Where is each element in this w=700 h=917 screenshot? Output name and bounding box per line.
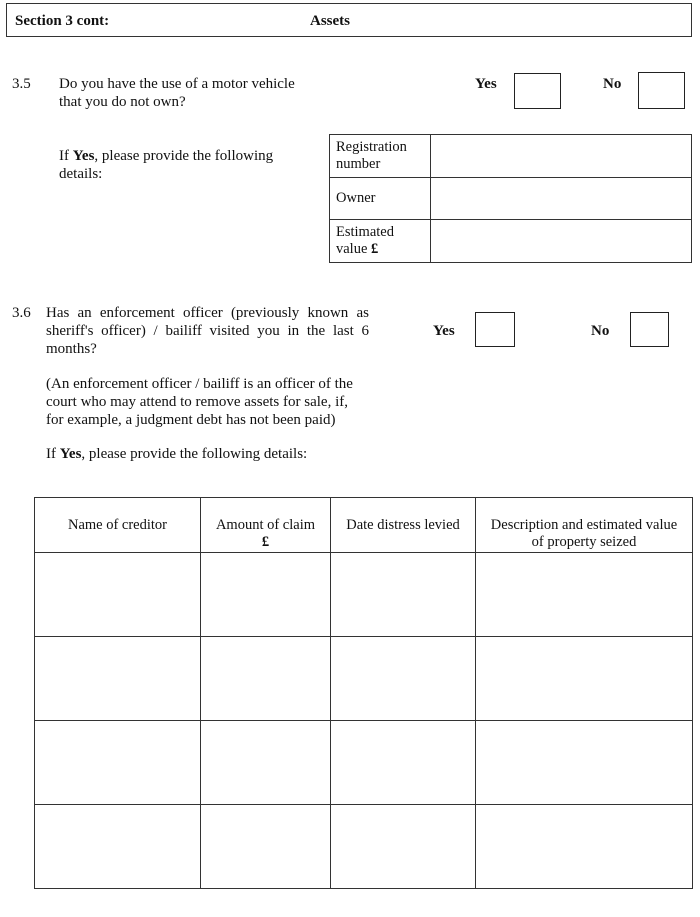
- property-seized-table: [34, 497, 693, 889]
- section-label: Section 3 cont:: [15, 13, 110, 29]
- owner-field[interactable]: [431, 178, 692, 220]
- no-label-3-5: No: [603, 76, 622, 92]
- yes-checkbox-3-6[interactable]: [475, 312, 515, 347]
- section-title: Assets: [310, 13, 350, 29]
- question-3-5-text: [59, 75, 339, 111]
- question-number-3-5: 3.5: [12, 76, 31, 92]
- creditor-cell[interactable]: [35, 805, 201, 889]
- date-cell[interactable]: [331, 553, 476, 637]
- table-row: [330, 178, 692, 220]
- question-number-3-6: 3.6: [12, 305, 31, 321]
- date-cell[interactable]: [331, 721, 476, 805]
- col-description-property: Description and estimated value of property seized: [476, 498, 693, 553]
- creditor-cell[interactable]: [35, 637, 201, 721]
- registration-number-field[interactable]: [431, 135, 692, 178]
- table-header-row: [35, 498, 693, 553]
- ifyes-prefix: If: [59, 148, 73, 164]
- ifyes-line2: details:: [59, 166, 103, 182]
- note-line1: (An enforcement officer / bailiff is an officer of the: [46, 376, 353, 392]
- col-name-of-creditor: Name of creditor: [35, 498, 201, 553]
- table-row: [35, 637, 693, 721]
- table-row: [35, 805, 693, 889]
- description-cell[interactable]: [476, 553, 693, 637]
- table-row: [35, 553, 693, 637]
- table-row: [35, 721, 693, 805]
- note-line2: court who may attend to remove assets for sale, if,: [46, 394, 348, 410]
- question-3-6-line2: sheriff's officer) / bailiff visited you in the last 6: [46, 323, 369, 339]
- description-cell[interactable]: [476, 721, 693, 805]
- no-checkbox-3-5[interactable]: [638, 72, 685, 109]
- yes-label-3-6: Yes: [433, 323, 455, 339]
- description-cell[interactable]: [476, 805, 693, 889]
- table-row: [330, 135, 692, 178]
- estimated-value-label: Estimated value £: [330, 220, 431, 263]
- amount-cell[interactable]: [201, 721, 331, 805]
- description-cell[interactable]: [476, 637, 693, 721]
- ifyes-rest: , please provide the following: [94, 148, 274, 164]
- vehicle-details-table: [329, 134, 692, 263]
- amount-cell[interactable]: [201, 805, 331, 889]
- col-date-distress-levied: Date distress levied: [331, 498, 476, 553]
- owner-label: Owner: [330, 178, 431, 220]
- creditor-cell[interactable]: [35, 553, 201, 637]
- no-checkbox-3-6[interactable]: [630, 312, 669, 347]
- bailiff-note: [46, 375, 376, 429]
- question-3-6-line3: months?: [46, 341, 97, 357]
- no-label-3-6: No: [591, 323, 610, 339]
- ifyes-3-6: If Yes, please provide the following details:: [46, 446, 308, 462]
- date-cell[interactable]: [331, 637, 476, 721]
- table-row: [330, 220, 692, 263]
- col-amount-of-claim: Amount of claim £: [201, 498, 331, 553]
- amount-cell[interactable]: [201, 637, 331, 721]
- ifyes-bold: Yes: [72, 148, 95, 164]
- question-3-5-line2: that you do not own?: [59, 94, 186, 110]
- amount-cell[interactable]: [201, 553, 331, 637]
- note-line3: for example, a judgment debt has not been paid): [46, 412, 336, 428]
- date-cell[interactable]: [331, 805, 476, 889]
- section-header: [6, 3, 692, 37]
- question-3-6-text: [46, 304, 369, 358]
- question-3-6-line1: Has an enforcement officer (previously known as: [46, 305, 369, 321]
- question-3-5-line1: Do you have the use of a motor vehicle: [59, 76, 295, 92]
- creditor-cell[interactable]: [35, 721, 201, 805]
- yes-checkbox-3-5[interactable]: [514, 73, 561, 109]
- ifyes-3-5: [59, 147, 319, 183]
- yes-label-3-5: Yes: [475, 76, 497, 92]
- estimated-value-field[interactable]: [431, 220, 692, 263]
- registration-number-label: Registration number: [330, 135, 431, 178]
